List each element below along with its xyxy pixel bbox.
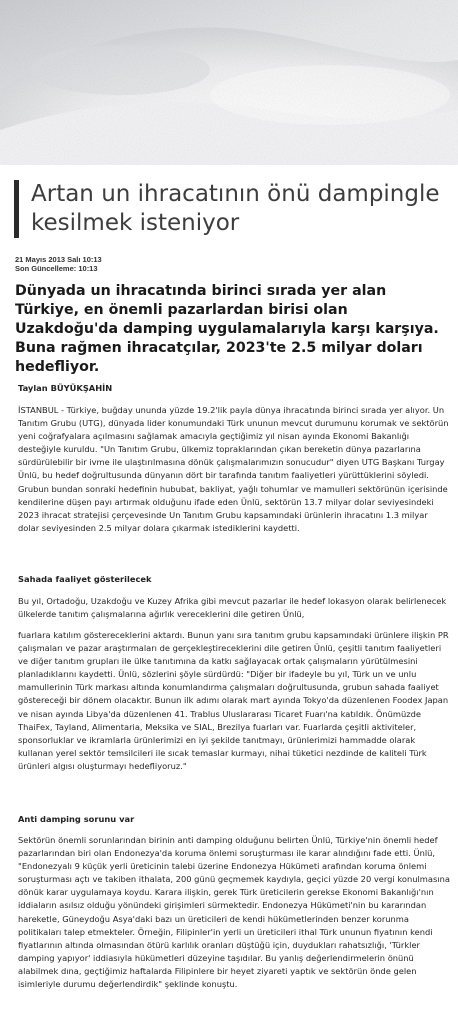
paragraph-damping: Sektörün önemli sorunlarından birinin anti damping olduğunu belirten Ünlü, Türkiye'nin önemli hedef pazarlarından biri olan Endonezya'da koruma önlemi soruşturması ile karar alındığını fade etti. Ünlü, "Endonezyalı 9 küçük yerli üreticinin talebi üzerine Endonezya Hükümeti arafından koruma önlemi soruşturması açtı ve takiben ithalata, 200 günü geçmemek kaydıyla, geçici yüzde 20 vergi konulmasına dönük karar uygulamaya koydu. Karara ilişkin, gerek Türk üreticilerin gerekse Ekonomi Bakanlığı'nın iddiaların asılsız olduğu yönündeki girişimleri sürmektedir. Endonezya Hükümeti'nin bu kararından hareketle, Güneydoğu Asya'daki bazı un üreticileri de kendi hükümetlerinden benzer korunma politikaları talep etmekteler. Örneğin, Filipinler'in yerli un üreticileri ithal Türk ununun fiyatının kendi fiyatlarının altında olmasından ötürü karlılık oranları düştüğü için, duydukları rahatsızlığı, 'Türkler damping yapıyor' iddiasıyla hükümetleri düzeyine taşıdılar. Bu yanlış değerlendirmelerin önünü alabilmek dına, geçtiğimiz haftalarda Filipinlere bir heyet ziyareti yaptık ve sektörün önde gelen isimleriyle durumu değerlendirdik" şeklinde konuştu. (18, 835, 450, 990)
paragraph-fuarlar: fuarlara katılım göstereceklerini aktardı. Bunun yanı sıra tanıtım grubu kapsamındaki ürünlere ilişkin PR çalışmaları ve pazar araştırmaları de gerçekleştireceklerini dile getiren Ünlü, çeşitli tanıtım faaliyetleri ve diğer tanıtım grupları ile ülke tanıtımına da katkı sağlayacak ortak çalışmaların yürütülmesini planladıklarını kaydetti. Ünlü, sözlerini şöyle sürdürdü: "Diğer bir ifadeyle bu yıl, Türk un ve unlu mamullerinin Türk markası altında konumlandırma çalışmaları doğrultusunda, grubun sahada faaliyet göstereceği bir dönem olacaktır. Bunun ilk adımı olarak mart ayında Tokyo'da düzenlenen Foodex Japan ve nisan ayında Libya'da düzenlenen 41. Trablus Uluslararası Ticaret Fuarı'na katıldık. Önümüzde ThaiFex, Tayland, Alimentaria, Meksika ve SIAL, Brezilya fuarları var. Fuarlarda çeşitli aktiviteler, sponsorluklar ve ikramlarla ürünlerimizi en iyi şekilde tanıtmayı, ürünlerimizi hammadde olarak kullanan yerel sektör temsilcileri ile sıcak temaslar kurmayı, nihai tüketici nezdinde de kaliteli Türk ürünleri algısı oluşturmayı hedefliyoruz." (18, 630, 449, 771)
article-title: Artan un ihracatının önü dampingle kesilmek isteniyor (31, 181, 440, 236)
publish-date: 21 Mayıs 2013 Salı 10:13 (15, 255, 102, 264)
article-author: Taylan BÜYÜKŞAHİN (18, 383, 113, 393)
paragraph-intro: İSTANBUL - Türkiye, buğday ununda yüzde 19.2'lik payla dünya ihracatında birinci sırada yer alıyor. Un Tanıtım Grubu (UTG), dünyada lider konumundaki Türk ununun mevcut durumunu korumak ve sektörün yeni coğrafyalara açılmasını sağlamak amacıyla geçtiğimiz yıl nisan ayında Ekonomi Bakanlığı desteğiyle kuruldu. "Un Tanıtım Grubu, ülkemiz topraklarından çıkan bereketin dünya pazarlarına sürdürülebilir bir ivme ile ulaştırılmasına dönük çalışmalarımızın sonucudur" diyen UTG Başkanı Turgay Ünlü, bu hedef doğrultusunda dünyanın dört bir tarafında tanıtım faaliyetleri yürüttüklerini söyledi. Grubun bundan sonraki hedefinin hububat, bakliyat, yağlı tohumlar ve mamulleri sektörünün içerisinde kendilerine düşen payı artırmak olduğunu ifade eden Ünlü, sektörün 13.7 milyar dolar seviyesindeki 2023 ihracat stratejisi çerçevesinde Un Tanıtım Grubu kapsamındaki ürünlerin ihracatını 1.3 milyar dolar seviyesinden 2.5 milyar dolara çıkarmak istediklerini kaydetti. (18, 405, 449, 533)
hero-image (0, 0, 458, 165)
subheading-damping: Anti damping sorunu var (18, 814, 135, 824)
article-lead: Dünyada un ihracatında birinci sırada yer alan Türkiye, en önemli pazarlardan birisi olan Uzakdoğu'da damping uygulamalarıyla karşı karşıya. Buna rağmen ihracatçılar, 2023'te 2.5 milyar doları hedefliyor. (15, 283, 439, 375)
subheading-saha: Sahada faaliyet gösterilecek (18, 574, 152, 584)
date-info (15, 255, 102, 273)
headline-block (14, 180, 458, 238)
paragraph-saha: Bu yıl, Ortadoğu, Uzakdoğu ve Kuzey Afrika gibi mevcut pazarlar ile hedef lokasyon olarak belirlenecek ülkelerde tanıtım çalışmalarına ağırlık vereceklerini dile getiren Ünlü, (18, 596, 447, 620)
updated-date: Son Güncelleme: 10:13 (15, 264, 98, 273)
